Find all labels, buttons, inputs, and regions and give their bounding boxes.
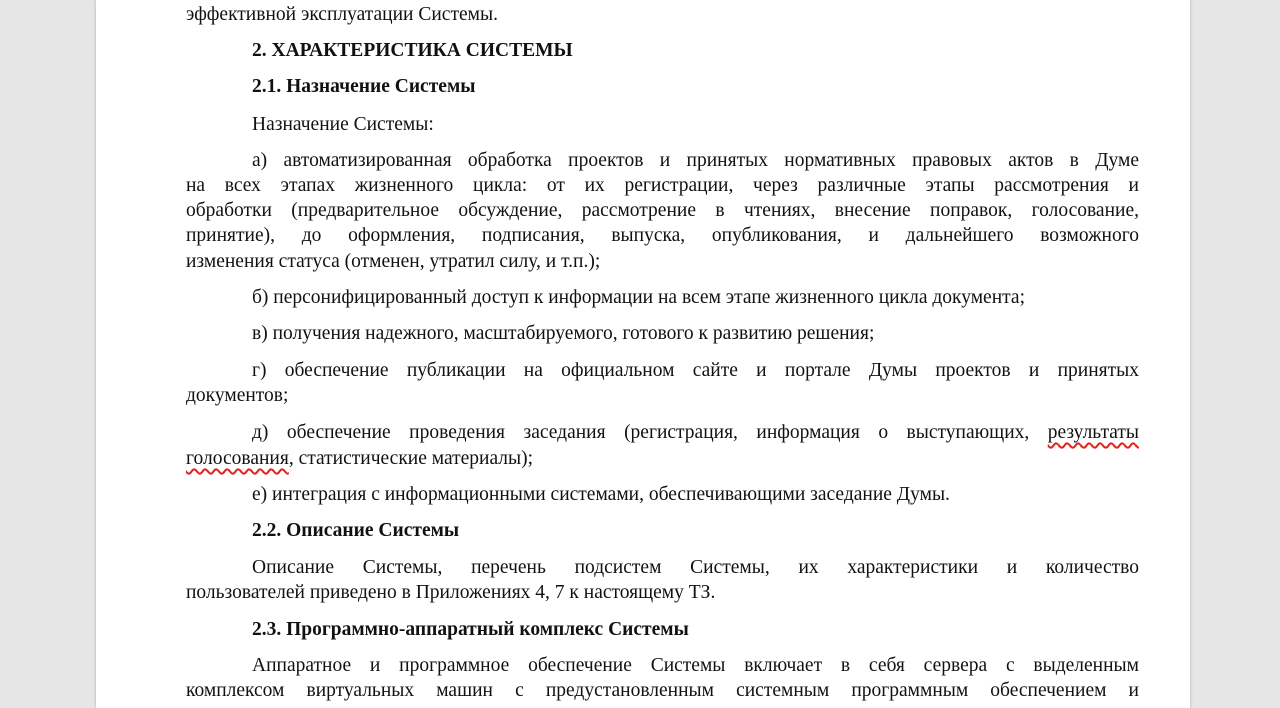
- paragraph-line: Назначение Системы:: [252, 114, 434, 135]
- paragraph-line: Аппаратное и программное обеспечение Системы включает в себя сервера с выделенным: [252, 655, 1139, 676]
- paragraph-line: пользователей приведено в Приложениях 4, 7 к настоящему ТЗ.: [186, 582, 716, 603]
- text-line: эффективной эксплуатации Системы.: [186, 4, 498, 25]
- list-item-line: документов;: [186, 385, 289, 406]
- list-item-line: принятие), до оформления, подписания, выпуска, опубликования, и дальнейшего возможного: [186, 225, 1139, 246]
- paragraph-line: Описание Системы, перечень подсистем Системы, их характеристики и количество: [252, 557, 1139, 578]
- list-item-line: г) обеспечение публикации на официальном сайте и портале Думы проектов и принятых: [252, 360, 1139, 381]
- list-item-line: е) интеграция с информационными системами, обеспечивающими заседание Думы.: [252, 484, 950, 505]
- text-segment: , статистические материалы);: [288, 448, 534, 469]
- paragraph-line: комплексом виртуальных машин с предустановленным системным программным обеспечением и: [186, 680, 1139, 701]
- list-item-line: [186, 447, 533, 471]
- list-item-line: обработки (предварительное обсуждение, рассмотрение в чтениях, внесение поправок, голосование,: [186, 200, 1139, 221]
- list-item-line: в) получения надежного, масштабируемого, готового к развитию решения;: [252, 323, 875, 344]
- list-item-line: на всех этапах жизненного цикла: от их регистрации, через различные этапы рассмотрения и: [186, 175, 1139, 196]
- list-item-line: а) автоматизированная обработка проектов и принятых нормативных правовых актов в Думе: [252, 150, 1139, 171]
- list-item-line: б) персонифицированный доступ к информации на всем этапе жизненного цикла документа;: [252, 287, 1025, 308]
- section-heading: 2. ХАРАКТЕРИСТИКА СИСТЕМЫ: [252, 40, 573, 61]
- text-segment: д) обеспечение проведения заседания (регистрация, информация о выступающих,: [252, 422, 1030, 443]
- document-page: [96, 0, 1190, 708]
- spellcheck-flagged-word[interactable]: голосования: [186, 448, 289, 469]
- subsection-heading: 2.2. Описание Системы: [252, 520, 460, 541]
- list-item-line: изменения статуса (отменен, утратил силу, и т.п.);: [186, 251, 601, 272]
- list-item-line: [252, 421, 1139, 445]
- subsection-heading: 2.3. Программно-аппаратный комплекс Системы: [252, 619, 689, 640]
- subsection-heading: 2.1. Назначение Системы: [252, 76, 476, 97]
- spellcheck-flagged-word[interactable]: результаты: [1047, 422, 1139, 443]
